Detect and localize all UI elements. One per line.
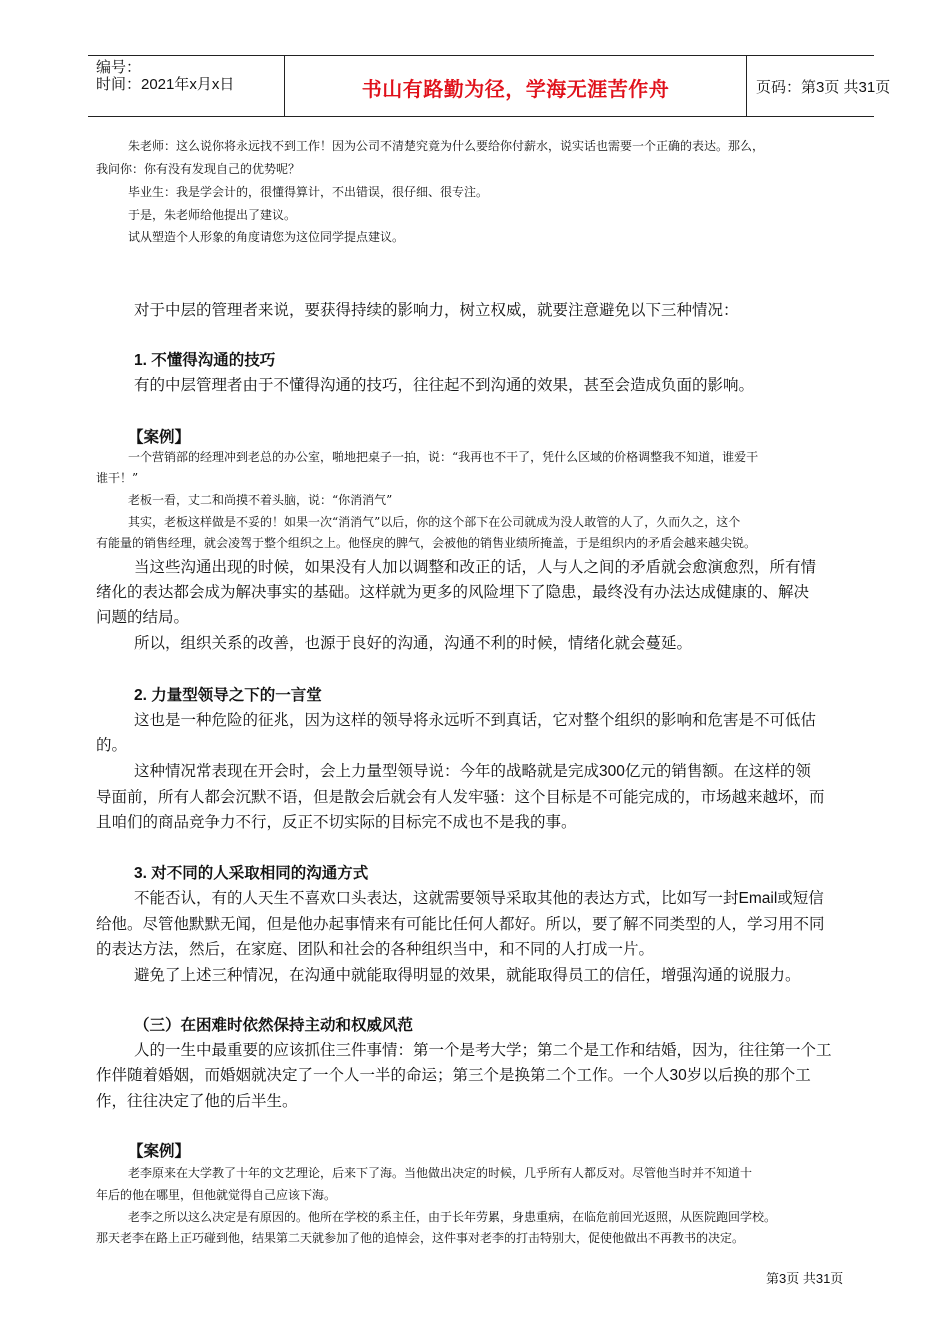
body-line: 且咱们的商品竞争力不行，反正不切实际的目标完不成也不是我的事。: [96, 814, 577, 831]
body-line: 作伴随着婚姻，而婚姻就决定了一个人一半的命运；第三个是换第二个工作。一个人30岁以后换的那个工: [96, 1067, 811, 1084]
case-line: 有能量的销售经理，就会凌驾于整个组织之上。他怪戾的脾气，会被他的销售业绩所掩盖，于是组织内的矛盾会越来越尖锐。: [96, 536, 757, 550]
dialogue-line: 我问你：你有没有发现自己的优势呢？: [96, 162, 301, 176]
body-line: 问题的结局。: [96, 609, 190, 626]
document-number-label: 编号：: [96, 59, 142, 76]
case-line: 其实，老板这样做是不妥的！如果一次“消消气”以后，你的这个部下在公司就成为没人敢管的人了，久而久之，这个: [128, 515, 741, 529]
body-line: 导面前，所有人都会沉默不语，但是散会后就会有人发牢骚：这个目标是不可能完成的，市场越来越坏，而: [96, 789, 825, 806]
body-line: 有的中层管理者由于不懂得沟通的技巧，往往起不到沟通的效果，甚至会造成负面的影响。: [134, 377, 755, 394]
header-motto: 书山有路勤为径，学海无涯苦作舟: [361, 79, 670, 101]
body-line: 当这些沟通出现的时候，如果没有人加以调整和改正的话，人与人之间的矛盾就会愈演愈烈，所有情: [134, 559, 817, 576]
case-line: 那天老李在路上正巧碰到他，结果第二天就参加了他的追悼会，这件事对老李的打击特别大，促使他做出不再教书的决定。: [96, 1231, 745, 1245]
section-heading: （三）在困难时依然保持主动和权威风范: [134, 1017, 414, 1034]
case-line: 老李之所以这么决定是有原因的。他所在学校的系主任，由于长年劳累，身患重病，在临危前回光返照，从医院跑回学校。: [128, 1210, 777, 1224]
case-line: 年后的他在哪里，但他就觉得自己应该下海。: [96, 1188, 337, 1202]
body-line: 这也是一种危险的征兆，因为这样的领导将永远听不到真话，它对整个组织的影响和危害是不可低估: [134, 712, 817, 729]
body-line: 的。: [96, 737, 128, 754]
body-line: 给他。尽管他默默无闻，但是他办起事情来有可能比任何人都好。所以，要了解不同类型的人，学习用不同: [96, 916, 825, 933]
header-page-info: 页码：第3页 共31页: [756, 79, 891, 96]
case-label: 【案例】: [128, 429, 191, 446]
document-time-label: 时间：2021年x月x日: [96, 76, 235, 93]
section-heading: 3. 对不同的人采取相同的沟通方式: [134, 865, 369, 882]
section-heading: 2. 力量型领导之下的一言堂: [134, 687, 322, 704]
case-line: 一个营销部的经理冲到老总的办公室，啪地把桌子一拍，说：“我再也不干了，凭什么区域的价格调整我不知道，谁爱干: [128, 450, 759, 464]
header-motto-cell: [284, 56, 747, 116]
dialogue-line: 试从塑造个人形象的角度请您为这位同学提点建议。: [128, 230, 405, 244]
section-heading: 1. 不懂得沟通的技巧: [134, 352, 276, 369]
case-line: 老李原来在大学教了十年的文艺理论，后来下了海。当他做出决定的时候，几乎所有人都反对。尽管他当时并不知道十: [128, 1166, 753, 1180]
body-line: 避免了上述三种情况，在沟通中就能取得明显的效果，就能取得员工的信任，增强沟通的说服力。: [134, 967, 801, 984]
case-line: 老板一看，丈二和尚摸不着头脑，说：“你消消气”: [128, 493, 393, 507]
body-line: 所以，组织关系的改善，也源于良好的沟通，沟通不利的时候，情绪化就会蔓延。: [134, 635, 693, 652]
header-meta-cell: [88, 56, 284, 116]
body-line: 的表达方法，然后，在家庭、团队和社会的各种组织当中，和不同的人打成一片。: [96, 941, 655, 958]
body-line: 作，往往决定了他的后半生。: [96, 1093, 298, 1110]
page-footer: 第3页 共31页: [766, 1271, 844, 1286]
body-line: 绪化的表达都会成为解决事实的基础。这样就为更多的风险埋下了隐患，最终没有办法达成健康的、解决: [96, 584, 810, 601]
header-page-cell: [746, 56, 891, 116]
body-line: 人的一生中最重要的应该抓住三件事情：第一个是考大学；第二个是工作和结婚，因为，往往第一个工: [134, 1042, 832, 1059]
intro-paragraph: 对于中层的管理者来说，要获得持续的影响力，树立权威，就要注意避免以下三种情况：: [134, 302, 739, 319]
dialogue-line: 朱老师：这么说你将永远找不到工作！因为公司不清楚究竟为什么要给你付薪水，说实话也需要一个正确的表达。那么，: [128, 139, 765, 153]
body-line: 这种情况常表现在开会时，会上力量型领导说：今年的战略就是完成300亿元的销售额。在这样的领: [134, 763, 811, 780]
dialogue-line: 毕业生：我是学会计的，很懂得算计，不出错误，很仔细、很专注。: [128, 185, 489, 199]
page-header: [88, 55, 891, 117]
case-line: 谁干！”: [96, 471, 139, 485]
dialogue-line: 于是，朱老师给他提出了建议。: [128, 208, 297, 222]
body-line: 不能否认，有的人天生不喜欢口头表达，这就需要领导采取其他的表达方式，比如写一封Email或短信: [134, 890, 824, 907]
case-label: 【案例】: [128, 1143, 191, 1160]
